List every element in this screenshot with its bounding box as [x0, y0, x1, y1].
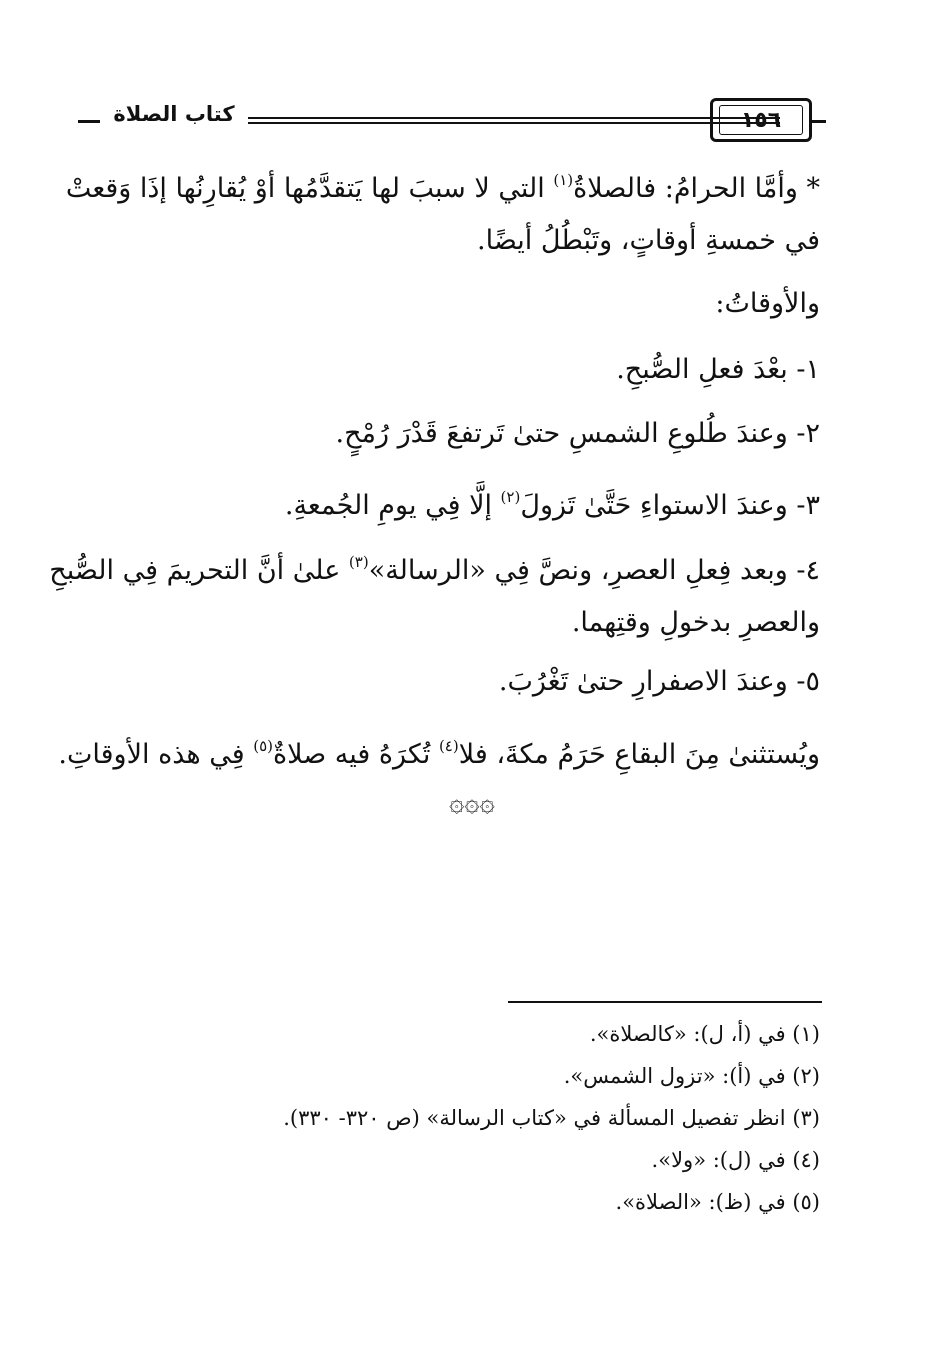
- footnote-marker-2: (٢): [500, 488, 521, 506]
- body-line-7: ٤- وبعد فِعلِ العصرِ، ونصَّ فِي «الرسالة»$^{(٣)}$ علىٰ أنَّ التحريمَ فِي الصُّبحِ: [49, 553, 820, 586]
- body-line-6: ٣- وعندَ الاستواءِ حَتَّىٰ تَزولَ$^{(٢)}$ إلَّا فِي يومِ الجُمعةِ.: [284, 488, 820, 521]
- footnote-marker-5: (٥): [253, 737, 273, 755]
- header-rule-right: [812, 120, 826, 123]
- header-rule-left: [78, 120, 100, 123]
- footnote-marker-1: (١): [553, 171, 574, 189]
- body-line-1: * وأمَّا الحرامُ: فالصلاةُ$^{(١)}$ التي لا سببَ لها يَتقدَّمُها أوْ يُقارِنُها إذَا وَقعتْ: [65, 171, 820, 204]
- body-line-10: ويُستثنىٰ مِنَ البقاعِ حَرَمُ مكةَ، فلا$^{(٤)}$ تُكرَهُ فيه صلاةٌ$^{(٥)}$ فِي هذه الأوقاتِ.: [58, 737, 820, 770]
- page-number-box: [710, 98, 812, 142]
- footnote-marker-4: (٤): [438, 737, 459, 755]
- footnote-4: (٤) في (ل): «ولا».: [651, 1148, 820, 1172]
- footnote-5: (٥) في (ظ): «الصلاة».: [615, 1190, 820, 1214]
- footnote-rule: [508, 1001, 822, 1003]
- body-line-2: في خمسةِ أوقاتٍ، وتَبْطُلُ أيضًا.: [477, 225, 820, 256]
- footnote-marker-3: (٣): [348, 553, 369, 571]
- footnote-1: (١) في (أ، ل): «كالصلاة».: [589, 1022, 820, 1046]
- header-double-rule-top: [248, 117, 780, 119]
- section-separator-ornament: ۞۞۞: [449, 788, 495, 818]
- page-header: [78, 98, 826, 144]
- header-double-rule-bottom: [248, 122, 780, 124]
- running-title: كتاب الصلاة: [113, 102, 235, 126]
- page-number: ١٥٦: [719, 105, 803, 135]
- footnote-2: (٢) في (أ): «تزول الشمس».: [563, 1064, 820, 1088]
- body-line-9: ٥- وعندَ الاصفرارِ حتىٰ تَغْرُبَ.: [498, 666, 820, 697]
- body-line-3: والأوقاتُ:: [715, 288, 820, 319]
- body-line-8: والعصرِ بدخولِ وقتِهما.: [571, 607, 820, 638]
- footnote-3: (٣) انظر تفصيل المسألة في «كتاب الرسالة» (ص ٣٢٠- ٣٣٠).: [283, 1106, 820, 1130]
- body-line-4: ١- بعْدَ فعلِ الصُّبحِ.: [616, 354, 820, 385]
- body-line-5: ٢- وعندَ طُلوعِ الشمسِ حتىٰ تَرتفعَ قَدْرَ رُمْحٍ.: [335, 418, 820, 449]
